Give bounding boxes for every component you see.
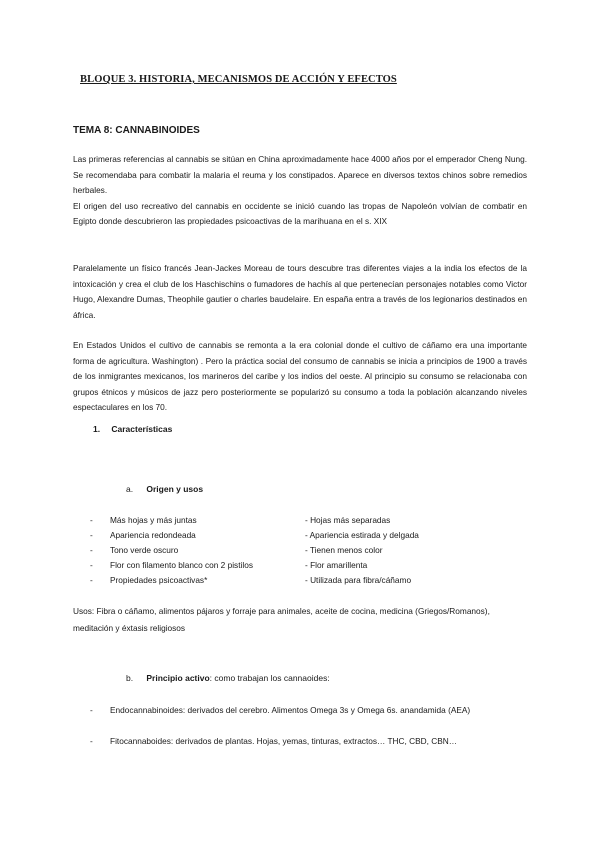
paragraph-moreau: Paralelamente un físico francés Jean-Jackes Moreau de tours descubre tras diferentes viajes a la india los efectos de la intoxicación y crea el club de los Haschischins o fumadores de hachís al que pertenecían personajes notables como Victor Hugo, Alexandre Dumas, Theophile gautier o charles baudelaire. En españa entra a través de los legionarios destinados en áfrica. — [73, 263, 527, 320]
subsection-b-title: Principio activo — [146, 673, 210, 683]
intro-paragraph — [73, 152, 527, 230]
row-left-text: Más hojas y más juntas — [110, 515, 197, 525]
row-dash: - — [90, 575, 93, 585]
bullet-text: Fitocannaboides: derivados de plantas. Hojas, yemas, tinturas, extractos… THC, CBD, CBN… — [110, 736, 458, 746]
row-right-text: - Flor amarillenta — [305, 560, 368, 570]
row-right-text: - Apariencia estirada y delgada — [305, 530, 419, 540]
row-dash: - — [90, 530, 93, 540]
subsection-b-rest: : como trabajan los cannaoides: — [209, 673, 330, 683]
subsection-b-heading — [126, 673, 330, 683]
paragraph-napoleon: El origen del uso recreativo del cannabis en occidente se inició cuando las tropas de Napoleón volvían de combatir en Egipto donde descubrieron las propiedades psicoactivas de la marihuana en el s. XIX — [73, 200, 527, 226]
paragraph-usa: En Estados Unidos el cultivo de cannabis se remonta a la era colonial donde el cultivo de cáñamo era una importante forma de agricultura. Washington) . Pero la práctica social del consumo de cannabis se inicia a principios de 1900 a través de los inmigrantes mexicanos, los marineros del caribe y los indios del oeste. Al principio su consumo se relacionaba con grupos étnicos y músicos de jazz pero posteriormente se popularizó su consumo a toda la población alcanzando niveles espectaculares en los 70. — [73, 340, 527, 412]
section-title: Características — [111, 424, 173, 434]
subsection-a-heading — [126, 484, 203, 494]
subsection-a-letter: a. — [126, 484, 134, 494]
bullet-dash: - — [90, 736, 93, 746]
comparison-row — [90, 528, 419, 543]
subsection-a-title: Origen y usos — [146, 484, 204, 494]
row-right-text: - Utilizada para fibra/cáñamo — [305, 575, 412, 585]
paragraph-china: Las primeras referencias al cannabis se sitúan en China aproximadamente hace 4000 años por el emperador Cheng Nung. Se recomendaba para combatir la malaria el reuma y los constipados. Aparece en diversos textos chinos sobre remedios herbales. — [73, 154, 527, 195]
row-dash: - — [90, 560, 93, 570]
section-number: 1. — [93, 424, 101, 434]
row-right-text: - Hojas más separadas — [305, 515, 391, 525]
comparison-row — [90, 543, 383, 558]
bullet-dash: - — [90, 705, 93, 715]
list-item — [90, 734, 527, 749]
uses-paragraph: Usos: Fibra o cáñamo, alimentos pájaros y forraje para animales, aceite de cocina, medicina (Griegos/Romanos), meditación y éxtasis religiosos — [73, 606, 490, 633]
row-left-text: Propiedades psicoactivas* — [110, 575, 208, 585]
row-dash: - — [90, 545, 93, 555]
block-header: BLOQUE 3. HISTORIA, MECANISMOS DE ACCIÓN Y EFECTOS — [80, 74, 397, 85]
section-heading — [93, 424, 172, 434]
row-dash: - — [90, 515, 93, 525]
subsection-b-letter: b. — [126, 673, 134, 683]
comparison-row — [90, 573, 412, 588]
row-right-text: - Tienen menos color — [305, 545, 383, 555]
comparison-row — [90, 513, 391, 528]
list-item — [90, 703, 527, 718]
comparison-row — [90, 558, 368, 573]
row-left-text: Tono verde oscuro — [110, 545, 179, 555]
topic-title: TEMA 8: CANNABINOIDES — [73, 125, 200, 136]
row-left-text: Flor con filamento blanco con 2 pistilos — [110, 560, 253, 570]
row-left-text: Apariencia redondeada — [110, 530, 196, 540]
bullet-text: Endocannabinoides: derivados del cerebro. Alimentos Omega 3s y Omega 6s. anandamida (AEA) — [110, 705, 471, 715]
